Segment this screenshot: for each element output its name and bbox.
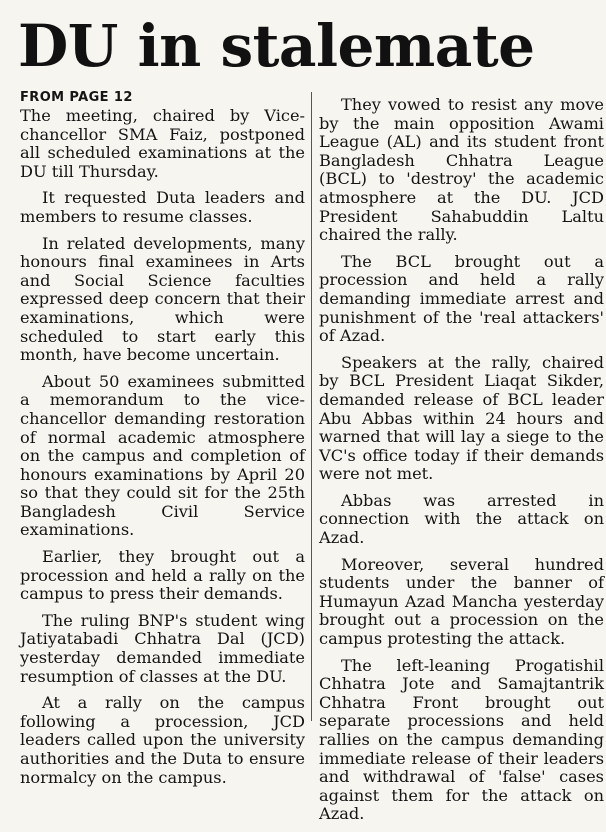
paragraph: Abbas was arrested in connection with the attack on Azad. bbox=[319, 490, 604, 548]
paragraph: It requested Duta leaders and members to resume classes. bbox=[20, 188, 305, 226]
left-column bbox=[20, 90, 305, 795]
paragraph: The BCL brought out a procession and held a rally demanding immediate arrest and punishment of the 'real attackers' of Azad. bbox=[319, 251, 604, 346]
paragraph: Moreover, several hundred students under the banner of Humayun Azad Mancha yesterday brought out a procession on the campus protesting the attack. bbox=[319, 554, 604, 649]
column-divider bbox=[311, 92, 312, 721]
paragraph: About 50 examinees submitted a memorandum to the vice-chancellor demanding restoration of normal academic atmosphere on the campus and completion of honours examinations by April 20 so that they could sit for the 25th Bangladesh Civil Service examinations. bbox=[20, 371, 305, 540]
paragraph: The ruling BNP's student wing Jatiyatabadi Chhatra Dal (JCD) yesterday demanded immediate resumption of classes at the DU. bbox=[20, 610, 305, 686]
headline: DU in stalemate bbox=[18, 12, 535, 80]
paragraph: In related developments, many honours final examinees in Arts and Social Science faculties expressed deep concern that their examinations, which were scheduled to start early this month, have become uncertain. bbox=[20, 233, 305, 365]
paragraph: The meeting, chaired by Vice-chancellor SMA Faiz, postponed all scheduled examinations at the DU till Thursday. bbox=[20, 106, 305, 181]
paragraph: Speakers at the rally, chaired by BCL President Liaqat Sikder, demanded release of BCL leader Abu Abbas within 24 hours and warned that will lay a siege to the VC's office today if their demands were not met. bbox=[319, 352, 604, 484]
paragraph: At a rally on the campus following a procession, JCD leaders called upon the university authorities and the Duta to ensure normalcy on the campus. bbox=[20, 693, 305, 787]
jump-label: FROM PAGE 12 bbox=[20, 90, 133, 105]
paragraph: The left-leaning Progatishil Chhatra Jote and Samajtantrik Chhatra Front brought out separate processions and held rallies on the campus demanding immediate release of their leaders and withdrawal of 'false' cases against them for the attack on Azad. bbox=[319, 655, 604, 824]
right-column bbox=[319, 96, 604, 832]
paragraph: They vowed to resist any move by the main opposition Awami League (AL) and its student front Bangladesh Chhatra League (BCL) to 'destroy' the academic atmosphere at the DU. JCD President Sahabuddin Laltu chaired the rally. bbox=[319, 95, 604, 245]
paragraph: Earlier, they brought out a procession and held a rally on the campus to press their demands. bbox=[20, 547, 305, 604]
